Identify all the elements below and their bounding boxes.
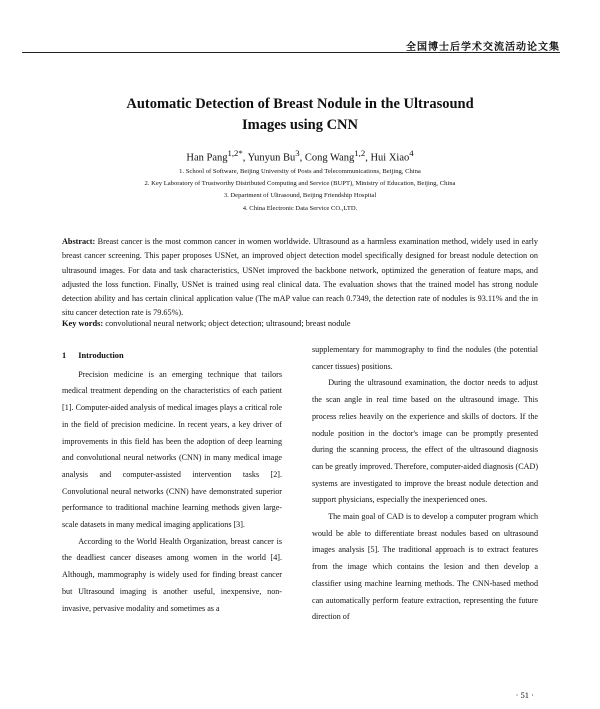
paragraph: During the ultrasound examination, the doctor needs to adjust the scan angle in real time based on the ultrasound image. This process relies heavily on the experience and skills of doctors. If the nodule position in the doctor's image can be promptly presented during the scanning process, the effect of the ultrasound diagnosis can be greatly improved. Therefore, computer-aided diagnosis (CAD) systems are investigated to improve the breast nodule detection and support physicians, especially the inexperienced ones.	[312, 378, 539, 505]
author-3: Cong Wang	[304, 152, 355, 164]
title-line-2: Images using CNN	[241, 117, 358, 133]
section-number: 1	[62, 351, 67, 360]
author-1-affil: 1,2*	[227, 148, 243, 158]
paragraph: Precision medicine is an emerging technique that tailors medical treatment depending on the characteristics of each patient [1]. Computer-aided analysis of medical images plays a critical role in the field of precision medicine. In recent years, a key driver of improvements in this field has been the adoption of deep learning and convolutional neural networks (CNN) in many medical image analysis and computer-assisted intervention tasks [2]. Convolutional neural networks (CNN) have demonstrated superior performance to traditional machine learning methods given large-scale datasets in many medical imaging applications [3].	[62, 369, 282, 530]
affiliation-3: 3. Department of Ultrasound, Beijing Friendship Hospital	[223, 192, 377, 200]
affiliation-list	[0, 166, 600, 215]
paragraph: supplementary for mammography to find the nodules (the potential cancer tissues) positions.	[312, 345, 538, 371]
affiliation-4: 4. China Electronic Data Service CO.,LTD.	[242, 204, 358, 212]
keywords-label: Key words:	[62, 319, 104, 328]
left-column	[62, 348, 282, 617]
author-list: Han Pang$^{1,2*}$, Yunyun Bu$^3$, Cong Wang$^{1,2}$, Hui Xiao$^4$	[186, 148, 414, 164]
section-heading-introduction	[62, 348, 282, 365]
abstract-text: Breast cancer is the most common cancer in women worldwide. Ultrasound as a harmless examination method, widely used in early breast cancer screening. This paper proposes USNet, an improved object detection model specifically designed for breast nodule detection on ultrasound images. For data and task characteristics, USNet improved the backbone network, optimized the generation of feature maps, and adjusted the loss function. Finally, USNet is trained using real clinical data. The evaluation shows that the trained model has strong nodule detection ability and has certain clinical application value (The mAP value can reach 0.7349, the detection rate of nodules is 93.11% and the in situ cancer detection rate is 79.65%).	[62, 237, 538, 318]
paper-title	[0, 94, 600, 136]
author-2: Yunyun Bu	[247, 152, 296, 164]
running-head-text: 全国博士后学术交流活动论文集	[406, 42, 560, 53]
page-number: · 51 ·	[515, 690, 534, 700]
author-4-affil: 4	[409, 148, 414, 158]
affiliation-1: 1. School of Software, Beijing University of Posts and Telecommunications, Beijing, China	[179, 168, 421, 175]
running-header	[22, 38, 560, 53]
author-2-affil: 3	[295, 148, 300, 158]
keywords-text: convolutional neural network; object detection; ultrasound; breast nodule	[103, 319, 351, 328]
author-1: Han Pang	[186, 152, 228, 164]
section-title: Introduction	[78, 351, 124, 360]
author-3-affil: 1,2	[354, 148, 366, 158]
title-line-1: Automatic Detection of Breast Nodule in the Ultrasound	[126, 96, 474, 112]
affiliation-2: 2. Key Laboratory of Trustworthy Distributed Computing and Service (BUPT), Ministry of Education, Beijing, China	[144, 180, 456, 188]
abstract	[62, 235, 538, 321]
right-column	[312, 342, 538, 626]
author-4: Hui Xiao	[370, 152, 410, 164]
paragraph: The main goal of CAD is to develop a computer program which would be able to differentiate breast nodules based on ultrasound images analysis [5]. The traditional approach is to extract features from the image which contains the lesion and then develop a classifier using machine learning methods. The CNN-based method can automatically perform feature extraction, representing the future direction of	[312, 512, 538, 622]
paragraph: According to the World Health Organization, breast cancer is the deadliest cancer diseases among women in the world [4]. Although, mammography is widely used for finding breast cancer but Ultrasound imaging is another useful, inexpensive, non-invasive, pervasive modality and sometimes as a	[62, 536, 282, 613]
abstract-label: Abstract:	[62, 237, 96, 246]
keywords	[62, 317, 538, 331]
